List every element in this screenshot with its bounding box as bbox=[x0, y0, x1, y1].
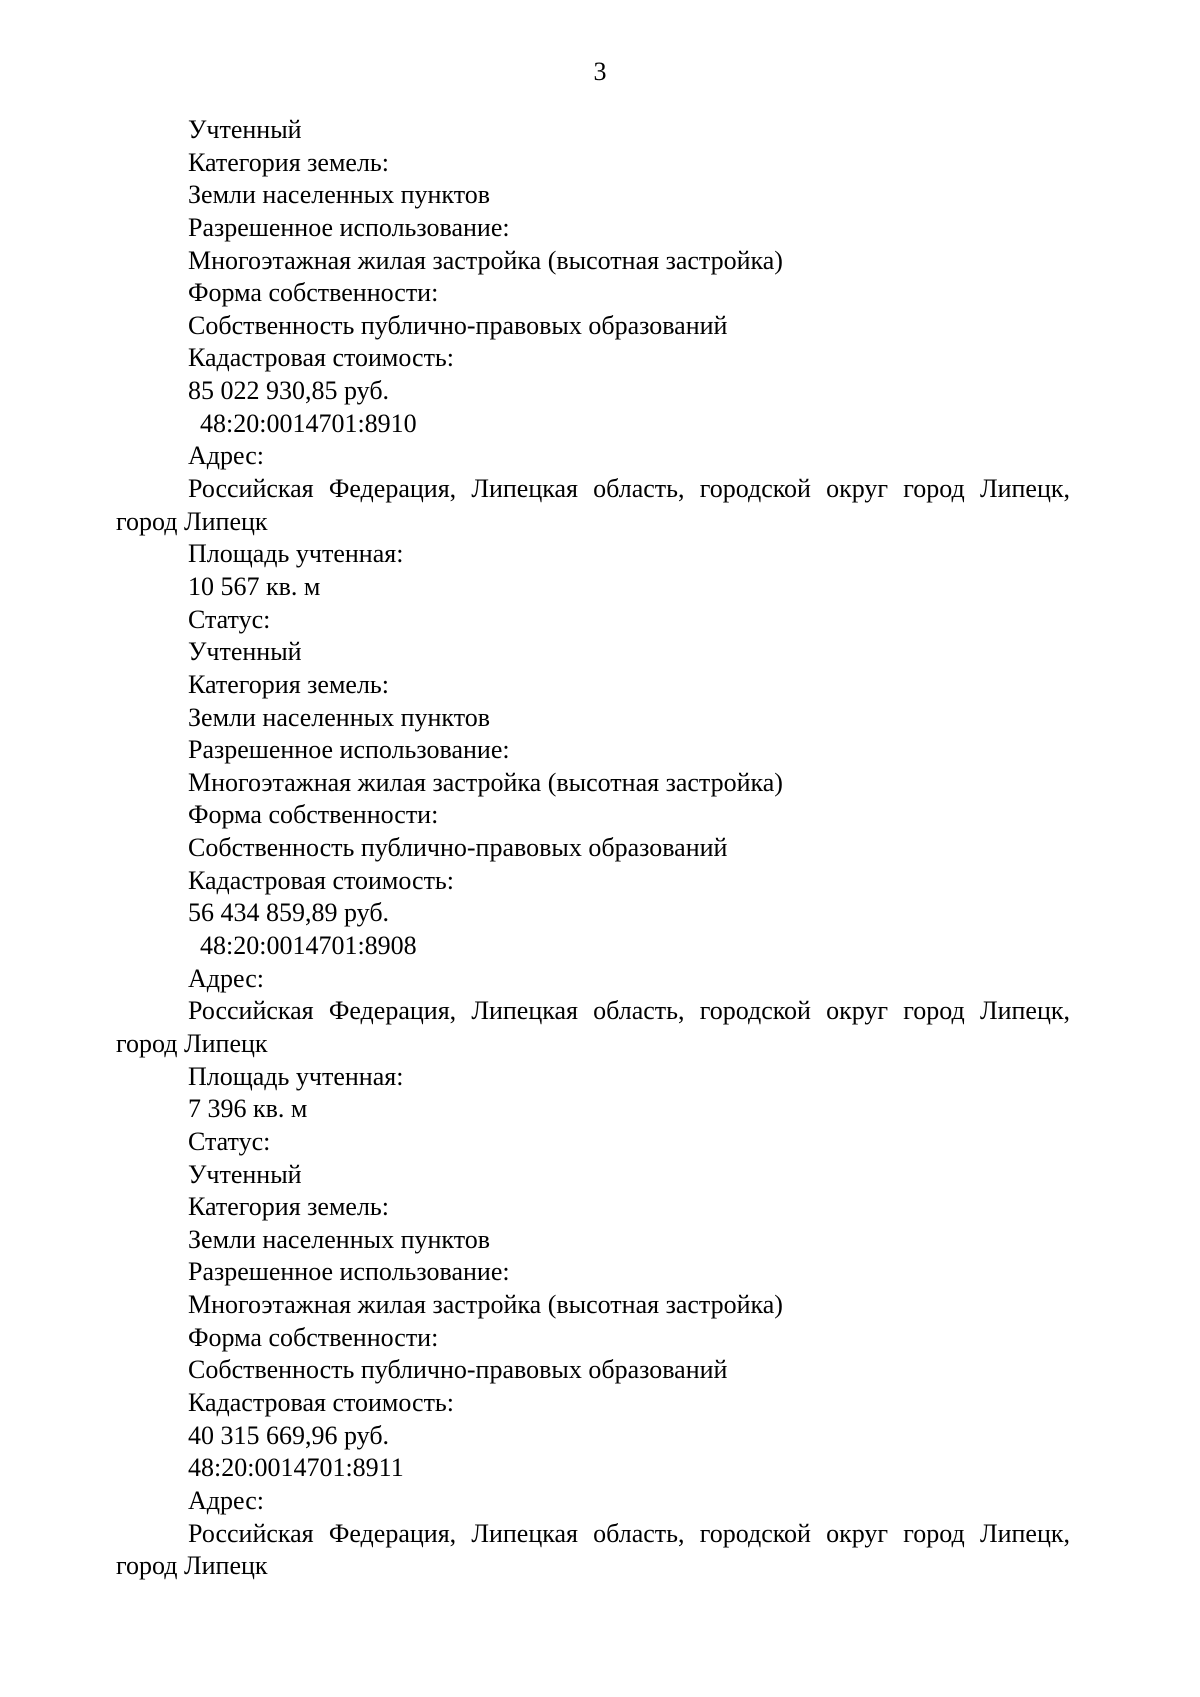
address-continuation: город Липецк bbox=[116, 1028, 268, 1058]
text-line: Площадь учтенная: bbox=[188, 539, 404, 569]
text-line: Разрешенное использование: bbox=[188, 735, 510, 765]
text-line: Собственность публично-правовых образований bbox=[188, 1355, 728, 1385]
text-line: Категория земель: bbox=[188, 1192, 390, 1222]
text-line: Форма собственности: bbox=[188, 1322, 439, 1352]
text-line: Разрешенное использование: bbox=[188, 212, 510, 242]
text-line: Кадастровая стоимость: bbox=[188, 1387, 455, 1417]
document-body bbox=[116, 114, 1070, 1583]
text-line: 40 315 669,96 руб. bbox=[188, 1420, 390, 1450]
address-line: Российская Федерация, Липецкая область, городской округ город Липецк, bbox=[188, 474, 1070, 504]
text-line: Адрес: bbox=[188, 963, 264, 993]
cadastral-number: 48:20:0014701:8911 bbox=[188, 1453, 404, 1483]
address-line: Российская Федерация, Липецкая область, городской округ город Липецк, bbox=[188, 1518, 1070, 1548]
text-line: Разрешенное использование: bbox=[188, 1257, 510, 1287]
address-line: Российская Федерация, Липецкая область, городской округ город Липецк, bbox=[188, 996, 1070, 1026]
page-number: 3 bbox=[593, 57, 607, 86]
text-line: 7 396 кв. м bbox=[188, 1094, 308, 1124]
text-line: Многоэтажная жилая застройка (высотная застройка) bbox=[188, 245, 783, 275]
address-continuation: город Липецк bbox=[116, 1551, 268, 1581]
text-line: Земли населенных пунктов bbox=[188, 702, 490, 732]
text-line: Категория земель: bbox=[188, 669, 390, 699]
text-line: Статус: bbox=[188, 604, 271, 634]
text-line: Статус: bbox=[188, 1126, 271, 1156]
text-line: Адрес: bbox=[188, 441, 264, 471]
text-line: Земли населенных пунктов bbox=[188, 180, 490, 210]
text-line: Собственность публично-правовых образований bbox=[188, 310, 728, 340]
text-line: Кадастровая стоимость: bbox=[188, 343, 455, 373]
address-continuation: город Липецк bbox=[116, 506, 268, 536]
text-line: Кадастровая стоимость: bbox=[188, 865, 455, 895]
text-line: Земли населенных пунктов bbox=[188, 1224, 490, 1254]
text-line: Учтенный bbox=[188, 1159, 302, 1189]
text-line: Форма собственности: bbox=[188, 278, 439, 308]
text-line: 85 022 930,85 руб. bbox=[188, 376, 390, 406]
text-line: Многоэтажная жилая застройка (высотная застройка) bbox=[188, 1290, 783, 1320]
text-line: Форма собственности: bbox=[188, 800, 439, 830]
text-line: 56 434 859,89 руб. bbox=[188, 898, 390, 928]
text-line: 10 567 кв. м bbox=[188, 571, 321, 601]
text-line: Собственность публично-правовых образований bbox=[188, 833, 728, 863]
text-line: Учтенный bbox=[188, 115, 302, 144]
text-line: Категория земель: bbox=[188, 147, 390, 177]
text-line: Многоэтажная жилая застройка (высотная застройка) bbox=[188, 767, 783, 797]
cadastral-number: 48:20:0014701:8910 bbox=[200, 408, 417, 438]
text-line: Адрес: bbox=[188, 1485, 264, 1515]
cadastral-number: 48:20:0014701:8908 bbox=[200, 931, 417, 961]
text-line: Площадь учтенная: bbox=[188, 1061, 404, 1091]
text-line: Учтенный bbox=[188, 637, 302, 667]
